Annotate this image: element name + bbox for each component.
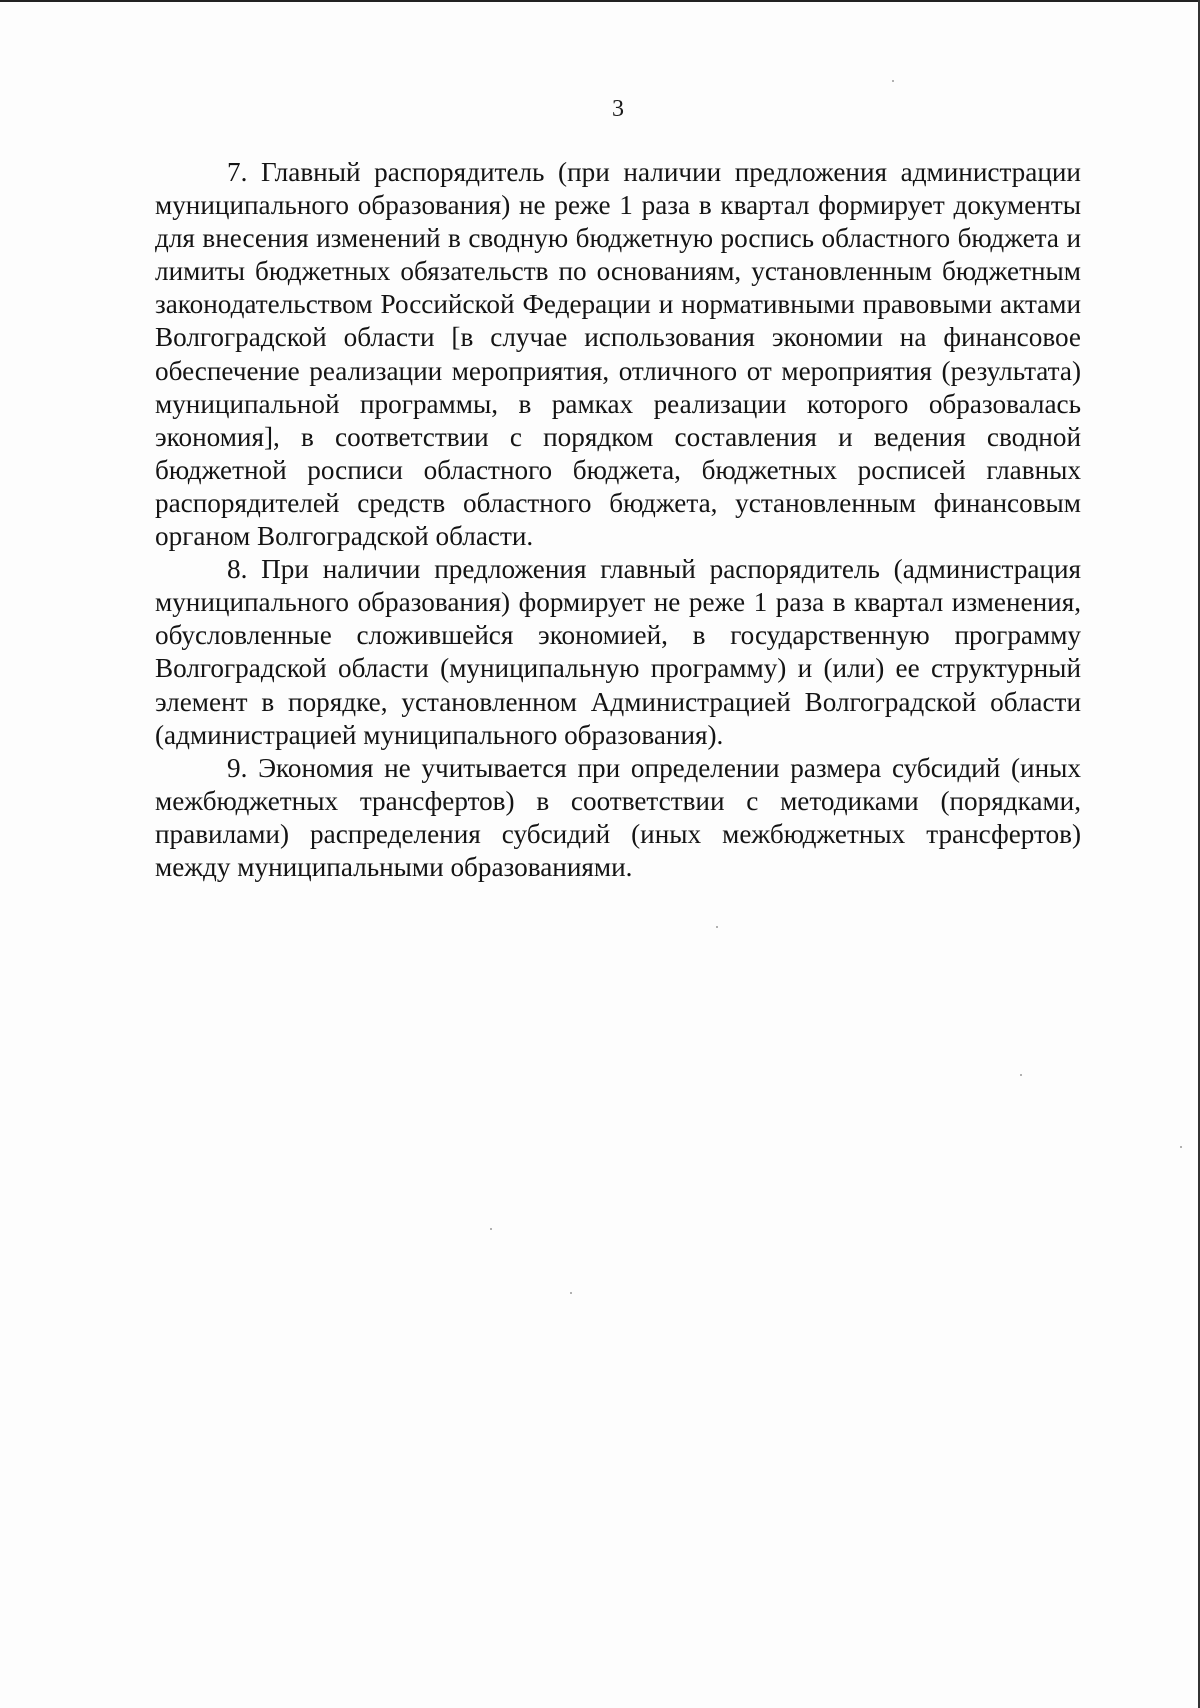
scan-speck xyxy=(490,1228,492,1230)
scan-speck xyxy=(570,1292,572,1294)
scan-speck xyxy=(892,80,894,82)
scan-border-top xyxy=(0,0,1200,2)
scan-speck xyxy=(716,926,718,928)
paragraph-8: 8. При наличии предложения главный распорядитель (администрация муниципального образования) формирует не реже 1 раза в квартал изменения, обусловленные сложившейся экономией, в государственную программу Волгоградской области (муниципальную программу) и (или) ее структурный элемент в порядке, установленном Администрацией Волгоградской области (администрацией муниципального образования). xyxy=(155,554,1081,750)
scan-speck xyxy=(1180,1146,1182,1148)
paragraph-7: 7. Главный распорядитель (при наличии предложения администрации муниципального образования) не реже 1 раза в квартал формирует документы для внесения изменений в сводную бюджетную роспись областного бюджета и лимиты бюджетных обязательств по основаниям, установленным бюджетным законодательством Российской Федерации и нормативными правовыми актами Волгоградской области [в случае использования экономии на финансовое обеспечение реализации мероприятия, отличного от мероприятия (результата) муниципальной программы, в рамках реализации которого образовалась экономия], в соответствии с порядком составления и ведения сводной бюджетной росписи областного бюджета, бюджетных росписей главных распорядителей средств областного бюджета, установленным финансовым органом Волгоградской области. xyxy=(155,157,1081,552)
paragraph-9: 9. Экономия не учитывается при определении размера субсидий (иных межбюджетных трансфертов) в соответствии с методиками (порядками, правилами) распределения субсидий (иных межбюджетных трансфертов) между муниципальными образованиями. xyxy=(155,752,1081,882)
page-number: 3 xyxy=(612,96,624,122)
document-body xyxy=(155,156,1081,884)
scan-speck xyxy=(1020,1074,1022,1076)
